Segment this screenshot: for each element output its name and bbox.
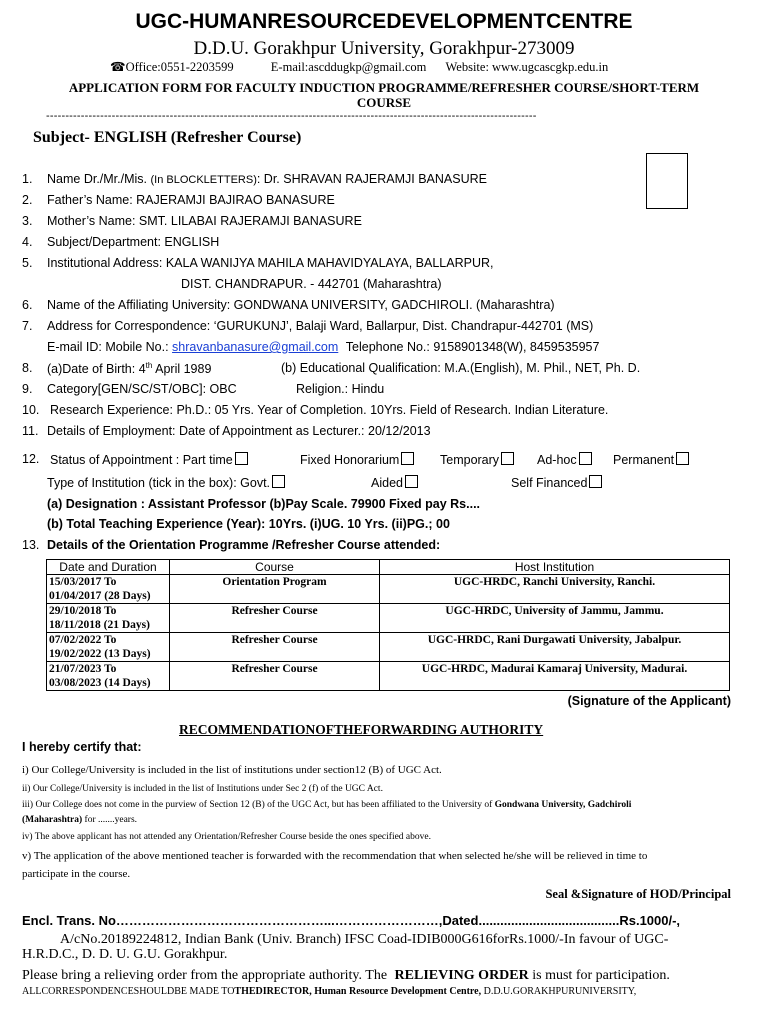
institution-type	[47, 475, 285, 490]
field-employment: Details of Employment: Date of Appointment as Lecturer.: 20/12/2013	[47, 424, 431, 438]
phone-icon: ☎	[110, 60, 126, 74]
relieving-note	[22, 968, 670, 984]
date-to: 19/02/2022 (13 Days)	[49, 648, 151, 660]
certify-item-iii-cont	[22, 815, 137, 825]
item-number: 6.	[22, 298, 33, 312]
field-subject: Subject/Department: ENGLISH	[47, 235, 220, 249]
item-iii-state: (Maharashtra)	[22, 815, 83, 825]
status-temporary	[440, 452, 514, 467]
field-mother-name: Mother’s Name: SMT. LILABAI RAJERAMJI BANASURE	[47, 214, 362, 228]
status-fixed	[300, 452, 414, 467]
field-affiliating-university: Name of the Affiliating University: GONDWANA UNIVERSITY, GADCHIROLI. (Maharashtra)	[47, 298, 555, 312]
subject-heading: Subject- ENGLISH (Refresher Course)	[33, 129, 302, 146]
status-label: Status of Appointment : Part time	[50, 453, 233, 467]
table-row	[47, 633, 730, 662]
self-financed-label: Self Financed	[511, 476, 588, 490]
institution-aided	[371, 475, 418, 490]
name-value: : Dr. SHRAVAN RAJERAMJI BANASURE	[256, 172, 487, 186]
corr-text: ALLCORRESPONDENCESHOULDBE MADE TO	[22, 986, 235, 997]
certify-heading: I hereby certify that:	[22, 740, 142, 754]
item-number: 7.	[22, 319, 33, 333]
permanent-checkbox[interactable]	[676, 452, 689, 465]
table-row	[47, 575, 730, 604]
aided-label: Aided	[371, 476, 403, 490]
temporary-label: Temporary	[440, 453, 500, 467]
field-contact	[47, 340, 599, 354]
name-hint: (In BLOCKLETTERS)	[150, 174, 257, 186]
item-number: 8.	[22, 361, 33, 375]
course-cell: Orientation Program	[170, 575, 380, 604]
item-number: 10.	[22, 403, 40, 417]
date-from: 15/03/2017 To	[49, 576, 117, 588]
item-number: 5.	[22, 256, 33, 270]
contact-line	[110, 59, 608, 75]
status-permanent	[613, 452, 689, 467]
divider-line: -------------------------------------------------------------------------------------------------------------------------------	[46, 110, 537, 122]
institution-self-financed	[511, 475, 602, 490]
field-correspondence-address: Address for Correspondence: ‘GURUKUNJ’, Balaji Ward, Ballarpur, Dist. Chandrapur-442701 (MS)	[47, 319, 594, 333]
host-cell: UGC-HRDC, Madurai Kamaraj University, Madurai.	[380, 662, 730, 691]
email-label: E-mail ID: Mobile No.:	[47, 340, 169, 354]
encl-line: Encl. Trans. No…………………………………………...……………………,Dated.......................................Rs.1000/-,	[22, 913, 681, 928]
status-adhoc	[537, 452, 592, 467]
dob-suffix: April 1989	[152, 362, 212, 377]
date-from: 21/07/2023 To	[49, 663, 117, 675]
certify-item-iii	[22, 800, 631, 810]
university-name: D.D.U. Gorakhpur University, Gorakhpur-273009	[193, 38, 575, 59]
dob-sup: th	[145, 361, 153, 370]
form-title-line-2: COURSE	[356, 95, 412, 110]
field-name	[47, 172, 487, 186]
form-title-line-1: APPLICATION FORM FOR FACULTY INDUCTION PROGRAMME/REFRESHER COURSE/SHORT-TERM	[68, 80, 700, 95]
item-number: 2.	[22, 193, 33, 207]
inst-type-label: Type of Institution (tick in the box): Govt.	[47, 476, 271, 490]
item-iii-university: Gondwana University, Gadchiroli	[494, 800, 632, 810]
corr-university: D.D.U.GORAKHPURUNIVERSITY,	[481, 986, 637, 997]
contact-email: E-mail:ascddugkp@gmail.com	[270, 60, 427, 74]
field-dob	[47, 361, 211, 376]
header-host: Host Institution	[380, 560, 730, 575]
course-details-heading: Details of the Orientation Programme /Refresher Course attended:	[47, 538, 441, 552]
table-row	[47, 662, 730, 691]
photo-box	[646, 153, 688, 209]
date-cell	[47, 604, 170, 633]
fixed-honorarium-checkbox[interactable]	[401, 452, 414, 465]
host-cell: UGC-HRDC, Rani Durgawati University, Jabalpur.	[380, 633, 730, 662]
relieving-order: RELIEVING ORDER	[394, 968, 529, 983]
corr-director: THEDIRECTOR,	[234, 986, 312, 997]
self-financed-checkbox[interactable]	[589, 475, 602, 488]
experience-line: (b) Total Teaching Experience (Year): 10Yrs. (i)UG. 10 Yrs. (ii)PG.; 00	[47, 517, 450, 531]
telephone: Telephone No.: 9158901348(W), 8459535957	[345, 340, 600, 354]
date-from: 29/10/2018 To	[49, 605, 117, 617]
item-number: 13.	[22, 538, 40, 552]
item-iii-text: iii) Our College does not come in the purview of Section 12 (B) of the UGC Act, but has been affiliated to the University of	[22, 800, 493, 810]
field-institution-district: DIST. CHANDRAPUR. - 442701 (Maharashtra)	[181, 277, 442, 291]
date-to: 18/11/2018 (21 Days)	[49, 619, 150, 631]
applicant-signature: (Signature of the Applicant)	[567, 694, 731, 708]
field-father-name: Father’s Name: RAJERAMJI BAJIRAO BANASURE	[47, 193, 335, 207]
date-to: 03/08/2023 (14 Days)	[49, 677, 151, 689]
correspondence-line	[22, 986, 636, 997]
certify-item-v-cont: participate in the course.	[22, 868, 131, 880]
account-line-1: A/cNo.20189224812, Indian Bank (Univ. Branch) IFSC Coad-IDIB000G616forRs.1000/-In favour of UGC-	[60, 932, 669, 947]
corr-centre: Human Resource Development Centre,	[311, 986, 482, 997]
host-cell: UGC-HRDC, University of Jammu, Jammu.	[380, 604, 730, 633]
item-number: 4.	[22, 235, 33, 249]
designation-line: (a) Designation : Assistant Professor (b)Pay Scale. 79900 Fixed pay Rs....	[47, 497, 481, 511]
date-to: 01/04/2017 (28 Days)	[49, 590, 151, 602]
course-cell: Refresher Course	[170, 633, 380, 662]
permanent-label: Permanent	[613, 453, 675, 467]
field-institution-address: Institutional Address: KALA WANIJYA MAHILA MAHAVIDYALAYA, BALLARPUR,	[47, 256, 494, 270]
status-line	[50, 452, 248, 467]
office-phone: Office:0551-2203599	[125, 60, 234, 74]
relieving-suffix: is must for participation.	[528, 968, 670, 983]
govt-checkbox[interactable]	[272, 475, 285, 488]
course-table	[46, 559, 730, 691]
item-number: 12.	[22, 452, 40, 466]
item-number: 11.	[22, 424, 39, 438]
account-line-2: H.R.D.C., D. D. U. G.U. Gorakhpur.	[22, 947, 228, 962]
certify-item-v: v) The application of the above mentioned teacher is forwarded with the recommendation that when selected he/she will be relieved in time to	[22, 850, 648, 862]
temporary-checkbox[interactable]	[501, 452, 514, 465]
certify-item-iv: iv) The above applicant has not attended any Orientation/Refresher Course beside the ones specified above.	[22, 832, 431, 842]
certify-item-i: i) Our College/University is included in the list of institutions under section12 (B) of UGC Act.	[22, 764, 442, 776]
course-cell: Refresher Course	[170, 604, 380, 633]
aided-checkbox[interactable]	[405, 475, 418, 488]
adhoc-checkbox[interactable]	[579, 452, 592, 465]
hod-signature: Seal &Signature of HOD/Principal	[545, 887, 731, 901]
course-cell: Refresher Course	[170, 662, 380, 691]
contact-website: Website: www.ugcascgkp.edu.in	[445, 60, 609, 74]
field-research: Research Experience: Ph.D.: 05 Yrs. Year of Completion. 10Yrs. Field of Research. Indian Literature.	[50, 403, 609, 417]
email-link[interactable]: shravanbanasure@gmail.com	[172, 340, 339, 354]
item-number: 3.	[22, 214, 33, 228]
field-religion: Religion.: Hindu	[296, 382, 385, 396]
relieving-text: Please bring a relieving order from the appropriate authority. The	[22, 968, 388, 983]
item-iii-years: for .......years.	[82, 815, 138, 825]
header-course: Course	[170, 560, 380, 575]
date-from: 07/02/2022 To	[49, 634, 117, 646]
table-header-row	[47, 560, 730, 575]
date-cell	[47, 662, 170, 691]
name-label: Name Dr./Mr./Mis.	[47, 172, 148, 186]
fixed-label: Fixed Honorarium	[300, 453, 400, 467]
dob-prefix: (a)Date of Birth: 4	[47, 362, 146, 377]
certify-item-ii: ii) Our College/University is included in the list of Institutions under Sec 2 (f) of the UGC Act.	[22, 784, 383, 794]
date-cell	[47, 633, 170, 662]
part-time-checkbox[interactable]	[235, 452, 248, 465]
field-category: Category[GEN/SC/ST/OBC]: OBC	[47, 382, 237, 396]
item-number: 1.	[22, 172, 33, 186]
field-qualification: (b) Educational Qualification: M.A.(English), M. Phil., NET, Ph. D.	[281, 361, 641, 375]
date-cell	[47, 575, 170, 604]
host-cell: UGC-HRDC, Ranchi University, Ranchi.	[380, 575, 730, 604]
item-number: 9.	[22, 382, 33, 396]
adhoc-label: Ad-hoc	[537, 453, 577, 467]
header-date: Date and Duration	[47, 560, 170, 575]
centre-title: UGC-HUMANRESOURCEDEVELOPMENTCENTRE	[135, 10, 633, 33]
table-row	[47, 604, 730, 633]
recommendation-title: RECOMMENDATIONOFTHEFORWARDING AUTHORITY	[179, 722, 544, 737]
